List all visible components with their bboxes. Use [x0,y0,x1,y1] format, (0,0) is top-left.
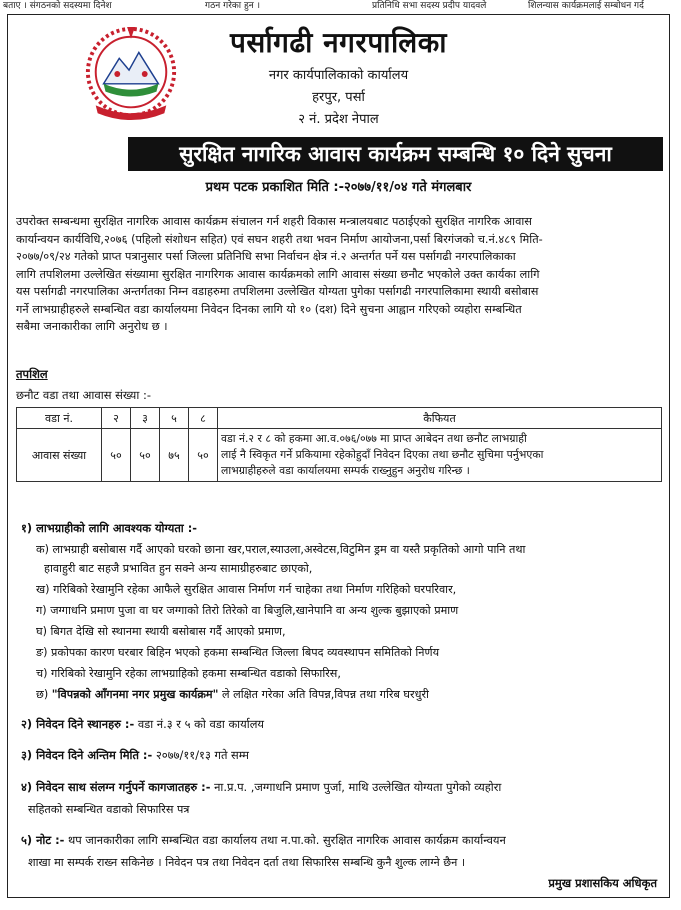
col-ward-3: ३ [131,408,160,429]
remark-line: वडा नं.२ र ८ को हकमा आ.व.०७६/०७७ मा प्राप्त आबेदन तथा छनौट लाभग्राही [221,432,527,445]
remark-line: लाई नै स्विकृत गर्ने प्रकियामा रहेकोहुदाँ निवेदन दिएका तथा छनौट सुचिमा पर्नुभएका [221,448,544,461]
ward-housing-table [16,407,662,482]
section-text: वडा नं.३ र ५ को वडा कार्यालय [137,717,265,731]
section-text-cont: सहितको सम्बन्धित वडाको सिफारिस पत्र [28,803,190,816]
publication-date: प्रथम पटक प्रकाशित मिति :-२०७७/११/०४ गते मंगलबार [205,180,472,195]
program-name: "विपन्नको आँगनमा नगर प्रमुख कार्यक्रम" [51,688,219,701]
notice-body [16,213,661,336]
strip-text-3: प्रतिनिधि सभा सदस्य प्रदीप यादवले [372,1,487,11]
col-remarks: कैफियत [218,408,662,429]
notice-title-banner: सुरक्षित नागरिक आवास कार्यक्रम सम्बन्धि १० दिने सुचना [128,137,663,171]
body-line: उपरोक्त सम्बन्धमा सुरक्षित नागरिक आवास कार्यक्रम संचालन गर्न शहरी विकास मन्त्रालयबाट पठाईएको सुरक्षित नागरिक आवास [16,215,532,228]
cell-value: ५० [131,429,160,482]
section-documents [21,780,501,795]
notice-frame [7,14,670,898]
col-ward-2: २ [102,408,131,429]
section-text-cont: शाखा मा सम्पर्क राख्न सकिनेछ । निवेदन पत्र तथा निवेदन दर्ता तथा सिफारिस सम्बन्धि कुनै शुल्क लाग्ने छैन । [28,856,466,869]
qualification-item: ग) जग्गाधनि प्रमाण पुजा वा घर जग्गाको तिरो तिरेको वा बिजुलि,खानेपानि वा अन्य शुल्क बुझाएको प्रमाण [36,604,459,617]
tapashil-heading: तपशिल [16,367,48,381]
section-note [21,833,506,848]
qualification-item: च) गरिबिको रेखामुनि रहेका लाभग्राहिको हकमा सम्बन्धित वडाको सिफारिस, [36,667,341,680]
section-text: २०७७/११/१३ गते सम्म [155,748,249,762]
item-prefix: छ) [36,688,49,701]
office-address: हरपुर, पर्सा [312,90,365,105]
newspaper-top-strip [0,0,681,14]
section-deadline [21,748,249,763]
body-line: गर्ने लाभग्राहीहरुले सम्बन्धित वडा कार्यालयमा निवेदन दिनका लागि यो १० (दश) दिने सुचना आह्वान गरिएको व्यहोरा सम्बन्धित [16,302,522,316]
cell-remarks [218,429,662,482]
body-line: लागि तपशिलमा उल्लेखित संख्यामा सुरक्षित नागरिगक आवास कार्यक्रमको लागि आवास संख्या छनौट भएकोले उक्त कार्यका लागि [16,267,540,281]
strip-text-2: गठन गरेका हुन । [205,1,261,11]
col-ward-8: ८ [189,408,218,429]
remark-line: लाभग्राहीहरुले वडा कार्यालयमा सम्पर्क राख्नुहुन अनुरोध गरिन्छ । [221,464,470,477]
qualification-item: हावाहुरी बाट सहजै प्रभावित हुन सक्ने अन्य सामाग्रीहरुबाट छाएको, [44,562,313,575]
item-rest: ले लक्षित गरेका अति विपन्न,विपन्न तथा गरिब घरधुरी [222,688,429,701]
strip-text-1: बताए । संगठनको सदस्यमा दिनेश [3,1,112,11]
table-header-row [17,408,662,429]
strip-text-4: शिलन्यास कार्यक्रमलाई सम्बोधन गर्द [528,1,644,11]
section-qualifications-title: १) लाभग्राहीको लागि आवश्यक योग्यता :- [21,521,198,535]
body-line: यस पर्सागढी नगरपालिका अन्तर्गतका निम्न वडाहरुमा तपशिलमा उल्लेखित योग्यता पुगेका पर्सागढी नगरपालिकामा स्थायी बसोबास [16,285,539,298]
office-name: नगर कार्यपालिकाको कार्यालय [268,68,409,83]
cell-value: ५० [102,429,131,482]
col-ward: वडा नं. [17,408,102,429]
qualification-item: घ) बिगत देखि सो स्थानमा स्थायी बसोबास गर्दै आएको प्रमाण, [36,625,286,638]
section-title: २) निवेदन दिने स्थानहरु :- [21,717,135,731]
section-title: ५) नोट :- [21,833,65,847]
body-line: २०७७/०९/२४ गतेको प्राप्त पत्रानुसार पर्सा जिल्ला प्रतिनिधि सभा निर्वाचन क्षेत्र नं.२ अन्तर्गत पर्ने यस पर्सागढी नगरपालिकाका [16,250,516,263]
section-text: ना.प्र.प. ,जग्गाधनि प्रमाण पुर्जा, माथि उल्लेखित योग्यता पुगेको व्यहोरा [214,780,502,794]
cell-value: ७५ [160,429,189,482]
signature-title: प्रमुख प्रशासकिय अधिकृत [548,876,657,890]
section-title: ३) निवेदन दिने अन्तिम मिति :- [21,748,153,762]
municipality-name: पर्सागढी नगरपालिका [229,26,448,59]
body-line: कार्यान्वयन कार्यविधि,२०७६ (पहिलो संशोधन सहित) एवं सघन शहरी तथा भवन निर्माण आयोजना,पर्सा बिरगंजको च.नं.४८९ मिति- [16,232,543,246]
qualification-item: ख) गरिबिको रेखामुनि रहेका आफैले सुरक्षित आवास निर्माण गर्न चाहेका तथा निर्माण गरिहिको घरपरिवार, [36,583,457,596]
table-row [17,429,662,482]
table-caption: छनौट वडा तथा आवास संख्या :- [16,388,151,402]
qualification-item [36,687,429,702]
qualification-item: क) लाभग्राही बसोबास गर्दै आएको घरको छाना खर,पराल,स्याउला,अस्वेटस,विटुमिन ड्रम वा यस्तै प्रकृतिको आगो पानि तथा [36,543,526,556]
qualification-item: ङ) प्रकोपका कारण घरबार बिहिन भएको हकमा सम्बन्धित जिल्ला बिपद व्यवस्थापन समितिको निर्णय [36,646,440,659]
row-label: आवास संख्या [17,429,102,482]
section-locations [21,717,264,732]
cell-value: ५० [189,429,218,482]
col-ward-5: ५ [160,408,189,429]
body-line: सबैमा जनाकारीका लागि अनुरोध छ । [16,320,168,333]
province-line: २ नं. प्रदेश नेपाल [298,112,379,127]
section-title: ४) निवेदन साथ संलग्न गर्नुपर्ने कागजातहरु :- [21,780,211,794]
section-text: थप जानकारीका लागि सम्बन्धित वडा कार्यालय तथा न.पा.को. सुरक्षित नागरिक आवास कार्यक्रम कार्यान्वयन [67,833,506,847]
